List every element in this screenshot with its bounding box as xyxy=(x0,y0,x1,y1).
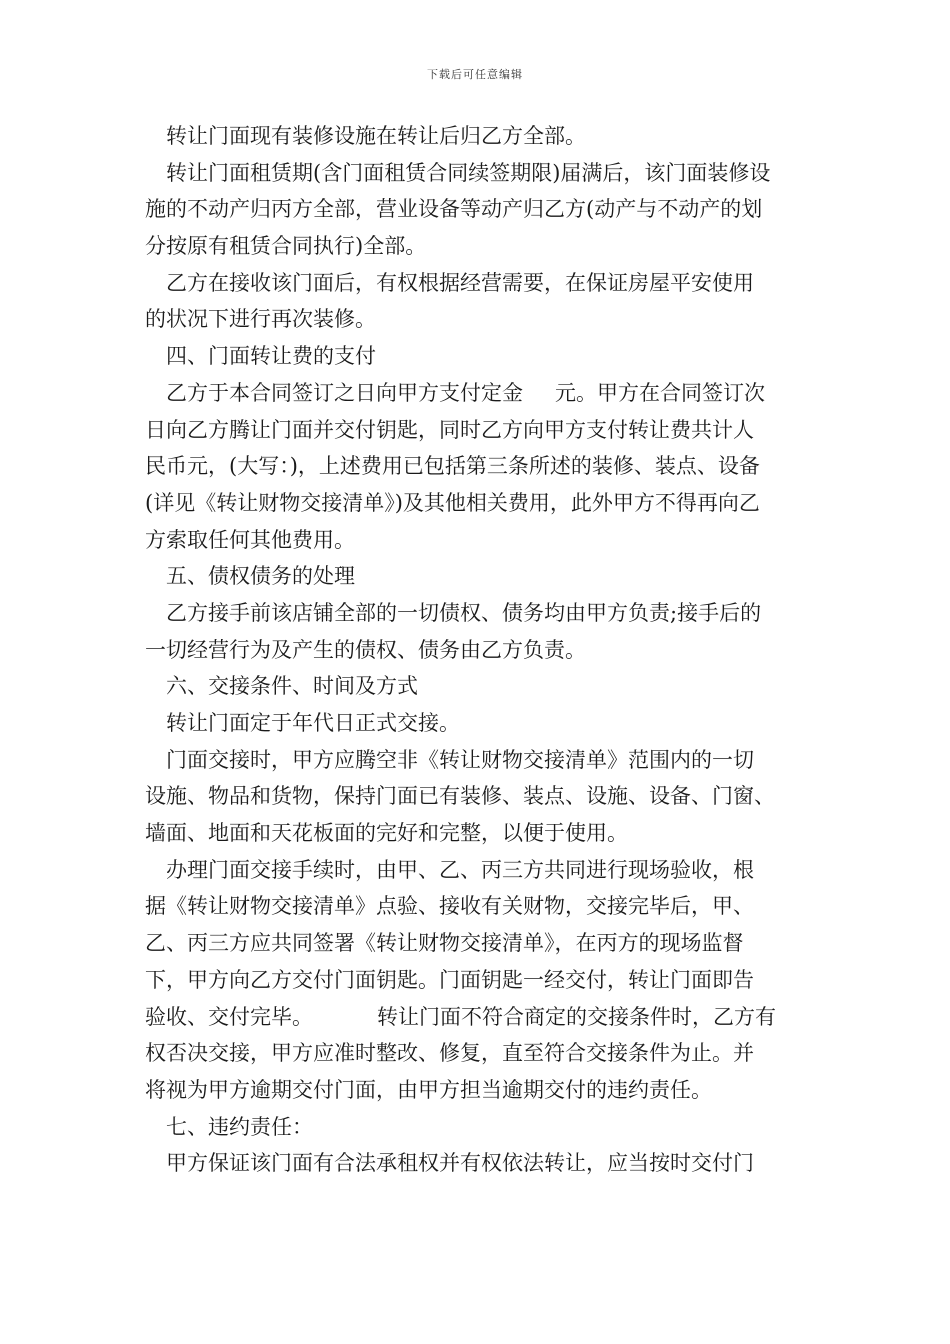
paragraph-line: 设施、物品和货物，保持门面已有装修、装点、设施、设备、门窗、 xyxy=(145,784,775,809)
paragraph-line: 一切经营行为及产生的债权、债务由乙方负责。 xyxy=(145,637,586,662)
paragraph-line: 墙面、地面和天花板面的完好和完整，以便于使用。 xyxy=(145,821,628,846)
paragraph-line: 的状况下进行再次装修。 xyxy=(145,307,376,332)
paragraph-line: 办理门面交接手续时，由甲、乙、丙三方共同进行现场验收，根 xyxy=(166,857,754,882)
section-heading: 四、门面转让费的支付 xyxy=(166,344,376,369)
paragraph-line: 将视为甲方逾期交付门面，由甲方担当逾期交付的违约责任。 xyxy=(145,1077,712,1102)
paragraph-line: (详见《转让财物交接清单》)及其他相关费用，此外甲方不得再向乙 xyxy=(145,490,760,515)
paragraph-line: 分按原有租赁合同执行)全部。 xyxy=(145,234,427,259)
paragraph-line: 方索取任何其他费用。 xyxy=(145,527,355,552)
paragraph-line: 施的不动产归丙方全部，营业设备等动产归乙方(动产与不动产的划 xyxy=(145,197,763,222)
document-body xyxy=(145,118,820,1182)
paragraph-line: 权否决交接，甲方应准时整改、修复，直至符合交接条件为止。并 xyxy=(145,1041,754,1066)
text-segment: 乙方于本合同签订之日向甲方支付定金 xyxy=(166,380,523,405)
paragraph-line: 乙方接手前该店铺全部的一切债权、债务均由甲方负责;接手后的 xyxy=(166,600,762,625)
text-segment: 转让门面不符合商定的交接条件时，乙方有 xyxy=(377,1004,776,1029)
paragraph-line: 转让门面现有装修设施在转让后归乙方全部。 xyxy=(166,124,586,148)
paragraph-line: 日向乙方腾让门面并交付钥匙，同时乙方向甲方支付转让费共计人 xyxy=(145,417,754,442)
paragraph-line: 乙、丙三方应共同签署《转让财物交接清单》，在丙方的现场监督 xyxy=(145,931,744,956)
paragraph-line: 门面交接时，甲方应腾空非《转让财物交接清单》范围内的一切 xyxy=(166,747,754,772)
paragraph-line xyxy=(145,999,820,1036)
paragraph-line: 甲方保证该门面有合法承租权并有权依法转让，应当按时交付门 xyxy=(166,1151,754,1176)
text-segment: 验收、交付完毕。 xyxy=(145,1004,313,1029)
paragraph-line: 据《转让财物交接清单》点验、接收有关财物，交接完毕后，甲、 xyxy=(145,894,754,919)
section-heading: 五、债权债务的处理 xyxy=(166,564,355,589)
paragraph-line xyxy=(145,375,820,412)
paragraph-line: 转让门面定于年代日正式交接。 xyxy=(166,711,460,735)
section-heading: 六、交接条件、时间及方式 xyxy=(166,674,418,699)
page-header: 下载后可任意编辑 xyxy=(427,68,523,81)
paragraph-line: 民币元，(大写：)，上述费用已包括第三条所述的装修、装点、设备 xyxy=(145,454,760,479)
section-heading: 七、违约责任： xyxy=(166,1114,313,1139)
paragraph-line: 乙方在接收该门面后，有权根据经营需要，在保证房屋平安使用 xyxy=(166,270,754,295)
paragraph-line: 转让门面租赁期(含门面租赁合同续签期限)届满后，该门面装修设 xyxy=(166,160,771,185)
text-segment: 元。甲方在合同签订次 xyxy=(555,380,765,405)
paragraph-line: 下，甲方向乙方交付门面钥匙。门面钥匙一经交付，转让门面即告 xyxy=(145,967,754,992)
